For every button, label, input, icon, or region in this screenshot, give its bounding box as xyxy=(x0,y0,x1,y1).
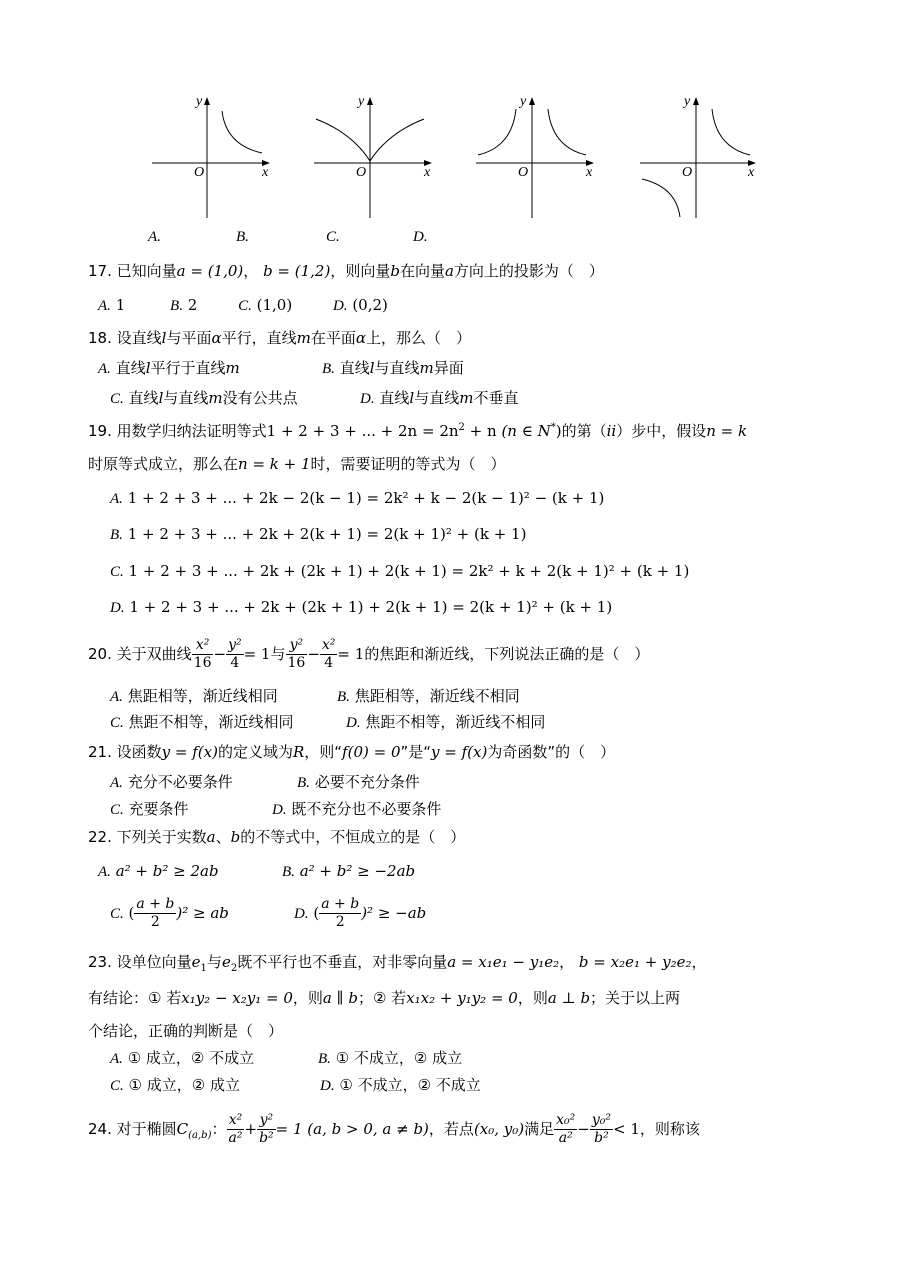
q23-stem-line2: 有结论：① 若x₁y₂ − x₂y₁ = 0，则a ∥ b；② 若x₁x₂ + y₁y₂ = 0，则a ⊥ b；关于以上两 xyxy=(88,989,681,1007)
graph-b-origin: O xyxy=(356,165,367,180)
q19-stem-line2: 时原等式成立，那么在n = k + 1时，需要证明的等式为（ ） xyxy=(88,455,506,473)
q22-option-d: D. ( $\frac{a + b}{2}$ )² ≥ −ab xyxy=(294,896,427,930)
q24-frac-1: $\frac{\text{x²}}{\text{a²}}$ xyxy=(228,1112,243,1146)
q23-stem-line1: 23. 设单位向量$e_1$与$e_2$既不平行也不垂直，对非零向量a = x₁e₁ − y₁e₂， b = x₂e₁ + y₂e₂， xyxy=(88,953,707,974)
q19-stem-line1: 19. 用数学归纳法证明等式1 + 2 + 3 + ... + $2n = 2n^2 + n$ (n ∈ N*)的第（ii）步中，假设n = k xyxy=(88,422,748,440)
q20-option-d: D. 焦距不相等，渐近线不相同 xyxy=(346,713,546,731)
graph-b xyxy=(312,93,434,223)
graph-a xyxy=(150,93,270,223)
q18-option-d: D. 直线l与直线m不垂直 xyxy=(360,389,519,407)
graph-a-origin: O xyxy=(194,165,205,180)
q20-frac-1: $\frac{\text{x²}}{16}$ xyxy=(193,637,212,671)
q21-stem: 21. 设函数y = f(x)的定义域为R，则“f(0) = 0”是“y = f(x)为奇函数”的（ ） xyxy=(88,743,616,761)
graph-a-y-label: y xyxy=(196,94,203,109)
graph-c-origin: O xyxy=(518,165,529,180)
graph-a-x-label: x xyxy=(262,165,269,180)
q19-option-d: D. 1 + 2 + 3 + ... + 2k + (2k + 1) + 2(k + 1) = 2(k + 1)² + (k + 1) xyxy=(110,598,613,616)
q24-stem: 24. 对于椭圆$C_{(a,b)}$： $\frac{\text{x²}}{\text{a²}}$ + $\frac{\text{y²}}{\text{b²}}$ = 1 (a, b > 0, a ≠ b)，若点(x₀, y₀)满足 $\frac{\text{x₀²}}{\text{a²}}$ − $\frac{\text{y₀²}}{\text{b²}}$ < 1，则称该 xyxy=(88,1112,700,1146)
q18-stem: 18. 设直线l与平面α平行，直线m在平面α上，那么（ ） xyxy=(88,329,472,347)
q20-option-b: B. 焦距相等，渐近线不相同 xyxy=(337,687,520,705)
q22-c-frac: $\frac{a + b}{2}$ xyxy=(136,896,175,930)
q22-stem: 22. 下列关于实数a、b的不等式中，不恒成立的是（ ） xyxy=(88,828,466,846)
graph-d-origin: O xyxy=(682,165,693,180)
q23-option-c: C. ① 成立，② 成立 xyxy=(110,1076,240,1094)
graph-c-x-label: x xyxy=(586,165,593,180)
q17-stem: 17. 已知向量a = (1,0)， b = (1,2)，则向量b在向量a方向上的投影为（ ） xyxy=(88,262,604,280)
q22-option-c: C. ( $\frac{a + b}{2}$ )² ≥ ab xyxy=(110,896,229,930)
q21-option-a: A. 充分不必要条件 xyxy=(110,773,233,791)
q22-option-b: B. a² + b² ≥ −2ab xyxy=(282,862,416,880)
q23-option-d: D. ① 不成立，② 不成立 xyxy=(320,1076,481,1094)
graph-c-y-label: y xyxy=(520,94,527,109)
q22-d-frac: $\frac{a + b}{2}$ xyxy=(321,896,360,930)
q17-options: A. 1 B. 2 C. (1,0) D. (0,2) xyxy=(98,296,388,314)
q24-frac-3: $\frac{\text{x₀²}}{\text{a²}}$ xyxy=(556,1112,576,1146)
graph-option-d: D. xyxy=(413,229,428,245)
graph-d-y-label: y xyxy=(684,94,691,109)
q19-option-c: C. 1 + 2 + 3 + ... + 2k + (2k + 1) + 2(k + 1) = 2k² + k + 2(k + 1)² + (k + 1) xyxy=(110,562,690,580)
graph-option-b: B. xyxy=(236,229,249,245)
q19-option-a: A. 1 + 2 + 3 + ... + 2k − 2(k − 1) = 2k² + k − 2(k − 1)² − (k + 1) xyxy=(110,489,605,507)
graph-b-y-label: y xyxy=(358,94,365,109)
q20-frac-4: $\frac{\text{x²}}{4}$ xyxy=(321,637,336,671)
graph-d xyxy=(638,93,760,223)
q20-option-c: C. 焦距不相等，渐近线相同 xyxy=(110,713,294,731)
q18-option-c: C. 直线l与直线m没有公共点 xyxy=(110,389,298,407)
q23-stem-line3: 个结论，正确的判断是（ ） xyxy=(88,1022,284,1040)
graph-option-c: C. xyxy=(326,229,340,245)
q20-option-a: A. 焦距相等，渐近线相同 xyxy=(110,687,278,705)
q21-option-c: C. 充要条件 xyxy=(110,800,189,818)
q24-frac-2: $\frac{\text{y²}}{\text{b²}}$ xyxy=(259,1112,274,1146)
q20-frac-3: $\frac{\text{y²}}{16}$ xyxy=(287,637,306,671)
graph-option-a: A. xyxy=(148,229,161,245)
q20-stem: 20. 关于双曲线 $\frac{\text{x²}}{16}$ − $\frac{\text{y²}}{4}$ = 1与 $\frac{\text{y²}}{16}$ − $\frac{\text{x²}}{4}$ = 1的焦距和渐近线，下列说法正确的是（ ） xyxy=(88,637,650,671)
q19-option-b: B. 1 + 2 + 3 + ... + 2k + 2(k + 1) = 2(k + 1)² + (k + 1) xyxy=(110,525,527,543)
q18-option-b: B. 直线l与直线m异面 xyxy=(322,359,464,377)
q21-option-d: D. 既不充分也不必要条件 xyxy=(272,800,442,818)
q22-option-a: A. a² + b² ≥ 2ab xyxy=(98,862,219,880)
graph-d-x-label: x xyxy=(748,165,755,180)
q18-option-a: A. 直线l平行于直线m xyxy=(98,359,240,377)
q20-frac-2: $\frac{\text{y²}}{4}$ xyxy=(228,637,242,671)
q24-frac-4: $\frac{\text{y₀²}}{\text{b²}}$ xyxy=(591,1112,611,1146)
q21-option-b: B. 必要不充分条件 xyxy=(297,773,420,791)
graph-c xyxy=(474,93,596,223)
q23-option-a: A. ① 成立，② 不成立 xyxy=(110,1049,255,1067)
graph-b-x-label: x xyxy=(424,165,431,180)
q23-option-b: B. ① 不成立，② 成立 xyxy=(318,1049,463,1067)
